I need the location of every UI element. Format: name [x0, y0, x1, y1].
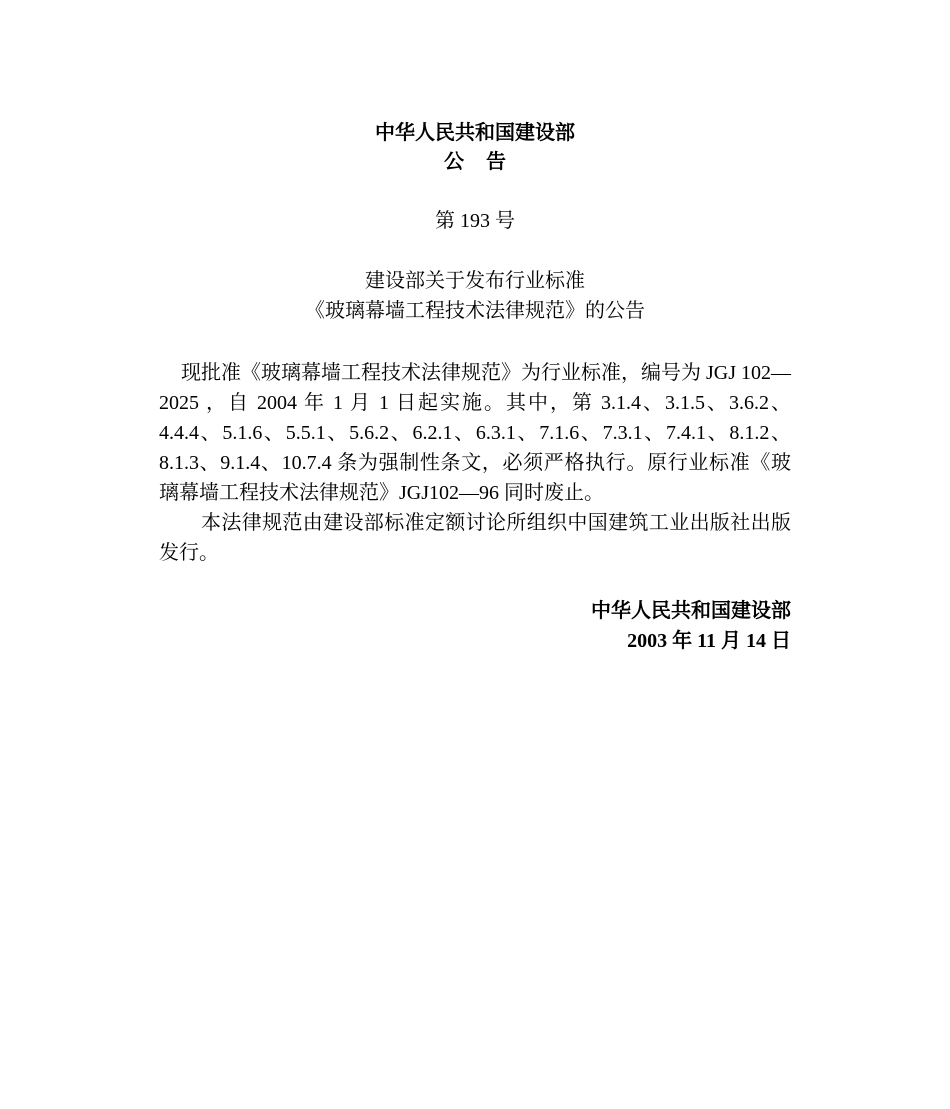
document-type-title — [159, 148, 791, 176]
announcement-heading-line-1: 建设部关于发布行业标准 — [365, 270, 585, 292]
announcement-page — [159, 118, 791, 656]
body-paragraph-2: 本法律规范由建设部标准定额讨论所组织中国建筑工业出版社出版发行。 — [159, 512, 791, 564]
document-type-char-1: 公 — [444, 151, 464, 173]
body-paragraph-1: 现批准《玻璃幕墙工程技术法律规范》为行业标准，编号为 JGJ 102—2025 ，自 2004 年 1 月 1 日起实施。其中，第 3.1.4、3.1.5、3.6.2、4.4.4、5.1.6、5.5.1、5.6.2、6.2.1、6.3.1、7.1.6、7.3.1、7.4.1、8.1.2、8.1.3、9.1.4、10.7.4 条为强制性条文，必须严格执行。原行业标准《玻璃幕墙工程技术法律规范》JGJ102—96 同时废止。 — [159, 362, 792, 504]
document-type-char-2: 告 — [486, 151, 506, 173]
signature-organization: 中华人民共和国建设部 — [591, 600, 791, 622]
issuer-title: 中华人民共和国建设部 — [375, 122, 575, 144]
signature-date: 2003 年 11 月 14 日 — [627, 630, 791, 652]
announcement-heading-line-2: 《玻璃幕墙工程技术法律规范》的公告 — [305, 300, 645, 322]
announcement-number: 第 193 号 — [435, 210, 515, 232]
